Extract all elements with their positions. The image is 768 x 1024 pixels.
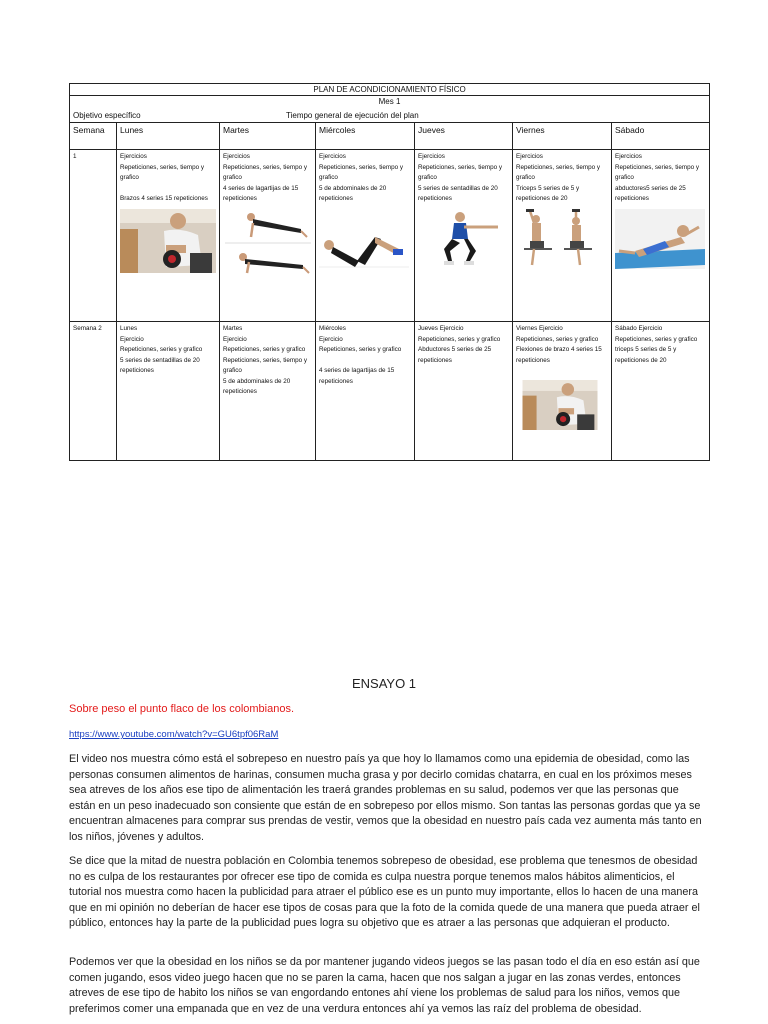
squat-photo-icon (418, 209, 508, 269)
day-header-row (70, 123, 710, 150)
header-semana: Semana (70, 123, 117, 150)
week1-sabado (612, 150, 710, 322)
header-miercoles: Miércoles (316, 123, 415, 150)
triceps-photo-icon (516, 209, 606, 269)
week1-label: 1 (70, 150, 117, 322)
cell-text: Ejercicios Repeticiones, series, tiempo y grafico Brazos 4 series 15 repeticiones (120, 153, 208, 202)
week2-lunes (117, 322, 220, 461)
week2-sabado (612, 322, 710, 461)
cell-text: Ejercicios Repeticiones, series, tiempo y grafico Triceps 5 series de 5 y repeticiones de 20 (516, 153, 600, 202)
essay-subtitle: Sobre peso el punto flaco de los colombianos. (69, 703, 295, 715)
week2-martes (220, 322, 316, 461)
cell-text: Viernes Ejercicio Repeticiones, series y grafico Flexiones de brazo 4 series 15 repeticiones (516, 325, 602, 364)
cell-text: Ejercicios Repeticiones, series, tiempo y grafico 4 series de lagartijas de 15 repeticiones (223, 153, 307, 202)
plan-meta-row (70, 96, 710, 123)
cell-text: Ejercicios Repeticiones, series, tiempo y grafico abductores5 series de 25 repeticiones (615, 153, 699, 202)
cell-text: Ejercicios Repeticiones, series, tiempo y grafico 5 de abdominales de 20 repeticiones (319, 153, 403, 202)
header-viernes: Viernes (513, 123, 612, 150)
essay-paragraph-1: El video nos muestra cómo está el sobrepeso en nuestro país ya que hoy lo llamamos como una epidemia de obesidad, como las personas consumen alimentos de harinas, consumen mucha grasa y por decirlo comidas chatarra, en cual en los próximos meses sea atreves de los años ese tipo de alimentación les traerá grandes problemas en su salud, podemos ver que las personas que están en un peso inadecuado son consiente que están de en sobrepeso por ellos mismo. Son tantas las personas gordas que ya se encuentran almacenes para comprar sus prendas de vestir, vemos que la obesidad en nuestro país cada vez aumenta más tanto en los niños, jóvenes y adultos. (69, 753, 702, 843)
time-label: Tiempo general de ejecución del plan (286, 111, 419, 120)
week1-jueves (415, 150, 513, 322)
cell-text: Martes Ejercicio Repeticiones, series y grafico Repeticiones, series, tiempo y grafico 5 de abdominales de 20 repeticiones (223, 325, 307, 395)
week2-row (70, 322, 710, 461)
header-jueves: Jueves (415, 123, 513, 150)
cell-text: Miércoles Ejercicio Repeticiones, series y grafico 4 series de lagartijas de 15 repeticiones (319, 325, 402, 385)
fitness-plan-table (69, 83, 710, 461)
week2-label: Semana 2 (70, 322, 117, 461)
essay-paragraph-2: Se dice que la mitad de nuestra población en Colombia tenemos sobrepeso de obesidad, ese problema que tenesmos de obesidad no es culpa de los restaurantes por ofrecer ese tipo de comida es culpa nuestra porque tenemos malos hábitos alimenticios, el tutorial nos muestra como hacen la publicidad para atraer el público ese es un punto muy importante, ellos lo hacen de una manera que en mi opinión no deberían de hacer ese tipos de cosas para que la foto de la comida quede de una manera que pueda atraer el público, entonces hay la parte de la publicidad pues logra su objetivo que es atraer a las personas que adquieran el producto. (69, 855, 700, 930)
weights-photo-icon (516, 380, 604, 430)
situp-photo-icon (319, 209, 409, 273)
week1-lunes (117, 150, 220, 322)
cell-text: Ejercicios Repeticiones, series, tiempo y grafico 5 series de sentadillas de 20 repeticiones (418, 153, 502, 202)
header-martes: Martes (220, 123, 316, 150)
week1-viernes (513, 150, 612, 322)
superman-photo-icon (615, 209, 705, 269)
essay-title: ENSAYO 1 (351, 676, 417, 691)
cell-text: Lunes Ejercicio Repeticiones, series y grafico 5 series de sentadillas de 20 repeticiones (120, 325, 203, 374)
week1-martes (220, 150, 316, 322)
week1-miercoles (316, 150, 415, 322)
header-sabado: Sábado (612, 123, 710, 150)
plan-title: PLAN DE ACONDICIONAMIENTO FÍSICO (70, 84, 710, 96)
week2-viernes (513, 322, 612, 461)
weights-photo-icon (120, 209, 216, 273)
objective-label: Objetivo específico (73, 111, 141, 120)
week1-row (70, 150, 710, 322)
week2-jueves (415, 322, 513, 461)
video-link[interactable]: https://www.youtube.com/watch?v=GU6tpf06RaM (69, 729, 279, 740)
cell-text: Jueves Ejercicio Repeticiones, series y grafico Abductores 5 series de 25 repeticiones (418, 325, 501, 364)
cell-text: Sábado Ejercicio Repeticiones, series y grafico triceps 5 series de 5 y repeticiones de 20 (615, 325, 698, 364)
pushup-photo-icon (223, 209, 313, 277)
week2-miercoles (316, 322, 415, 461)
month-label: Mes 1 (378, 97, 401, 106)
header-lunes: Lunes (117, 123, 220, 150)
essay-paragraph-3: Podemos ver que la obesidad en los niños se da por mantener jugando videos juegos se las pasan todo el día en eso están así que comen jugando, esos video juego hacen que no se paren la cama, hacen que nos salgan a jugar en las zonas verdes, entonces atreves de ese tipo de habito los niños se van engordando entones ahí viene los problemas de salud para los niños, vemos que preferimos comer una empanada que en vez de una verdura entonces ahí ya vemos las raíz del problema de obesidad. (69, 956, 700, 1015)
